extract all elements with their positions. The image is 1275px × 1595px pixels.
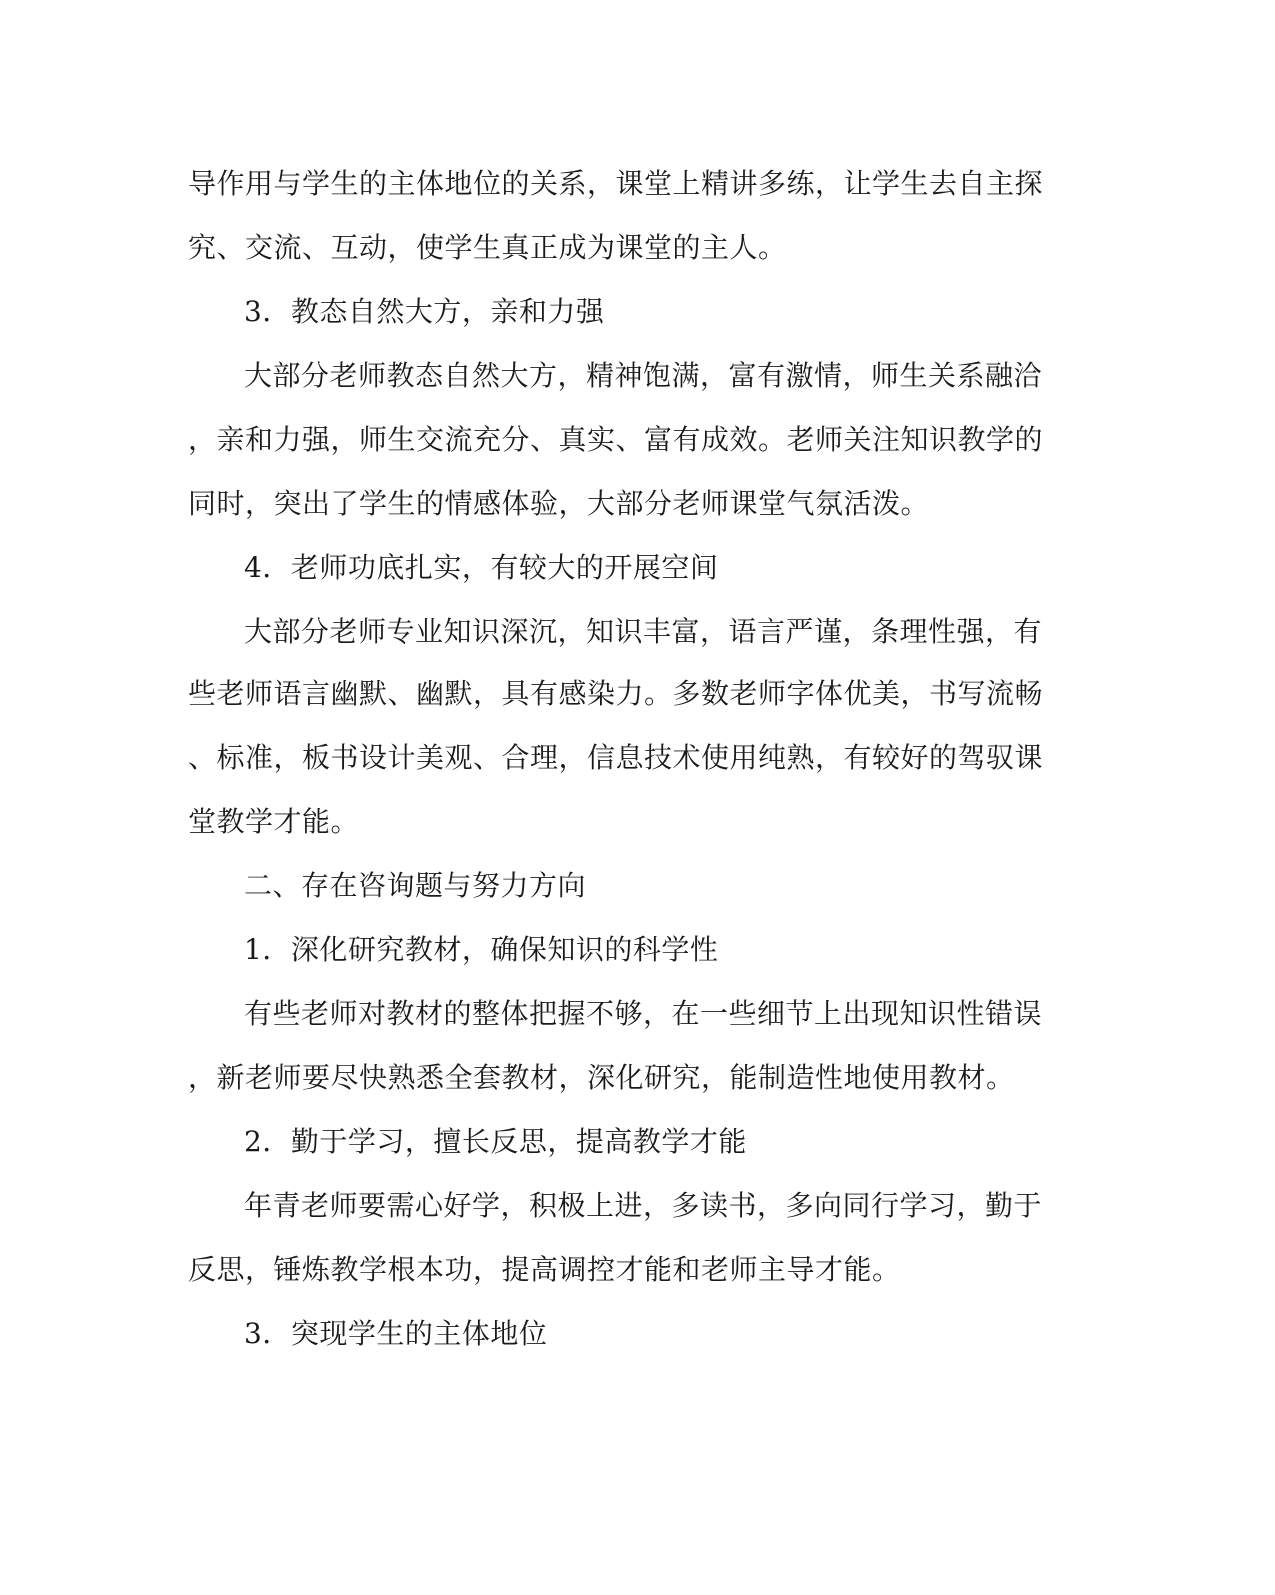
body-text-line: 有些老师对教材的整体把握不够，在一些细节上出现知识性错误 bbox=[244, 997, 1043, 1030]
body-text-line: 年青老师要需心好学，积极上进，多读书，多向同行学习，勤于 bbox=[244, 1189, 1043, 1222]
section-heading: 1．深化研究教材，确保知识的科学性 bbox=[244, 933, 719, 966]
body-text-line: 、标准，板书设计美观、合理，信息技术使用纯熟，有较好的驾驭课 bbox=[188, 741, 1044, 774]
body-text-line: 反思，锤炼教学根本功，提高调控才能和老师主导才能。 bbox=[188, 1253, 901, 1286]
body-text-line: 大部分老师教态自然大方，精神饱满，富有激情，师生关系融洽 bbox=[244, 359, 1043, 392]
body-text-line: 导作用与学生的主体地位的关系，课堂上精讲多练，让学生去自主探 bbox=[188, 167, 1044, 200]
body-text-line: 大部分老师专业知识深沉，知识丰富，语言严谨，条理性强，有 bbox=[244, 615, 1043, 648]
body-text-line: ，亲和力强，师生交流充分、真实、富有成效。老师关注知识教学的 bbox=[188, 423, 1044, 456]
section-heading: 二、存在咨询题与努力方向 bbox=[244, 869, 587, 902]
section-heading: 4．老师功底扎实，有较大的开展空间 bbox=[244, 551, 719, 584]
section-heading: 3．教态自然大方，亲和力强 bbox=[244, 295, 605, 328]
body-text-line: 究、交流、互动，使学生真正成为课堂的主人。 bbox=[188, 231, 787, 264]
body-text-line: 些老师语言幽默、幽默，具有感染力。多数老师字体优美，书写流畅 bbox=[188, 677, 1044, 710]
body-text-line: ，新老师要尽快熟悉全套教材，深化研究，能制造性地使用教材。 bbox=[188, 1061, 1015, 1094]
body-text-line: 堂教学才能。 bbox=[188, 805, 360, 838]
section-heading: 2．勤于学习，擅长反思，提高教学才能 bbox=[244, 1125, 747, 1158]
section-heading: 3．突现学生的主体地位 bbox=[244, 1317, 548, 1350]
body-text-line: 同时，突出了学生的情感体验，大部分老师课堂气氛活泼。 bbox=[188, 487, 930, 520]
